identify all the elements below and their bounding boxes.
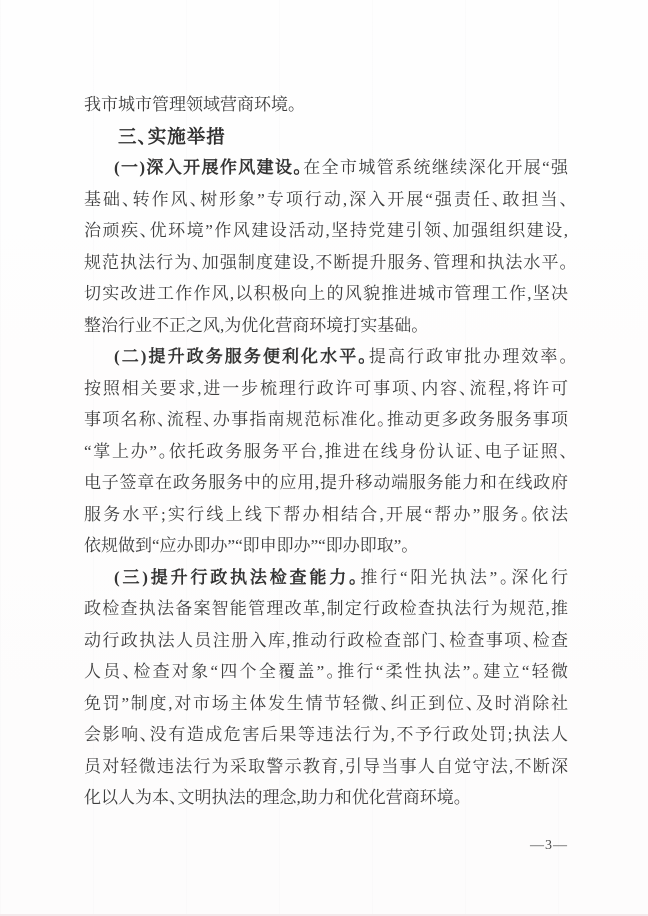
text-run: 切实改进工作作风,以积极向上的风貌推进城市管理工作,坚决 [84,284,568,303]
text-run: 依规做到“应办即办”“即申即办”“即办即取”。 [84,536,410,555]
paragraph-first-line [84,152,568,184]
text-line [84,278,568,310]
text-line [84,719,568,751]
text-line [84,782,568,814]
text-run: 规范执法行为、加强制度建设,不断提升服务、管理和执法水平。 [84,252,568,272]
text-run: 服务水平;实行线上线下帮办相结合,开展“帮办”服务。依法 [84,504,568,524]
bold-lead-run: (二)提升政务服务便利化水平。 [114,347,369,366]
text-line [84,688,568,720]
text-run: 员对轻微违法行为采取警示教育,引导当事人自觉守法,不断深 [84,756,568,776]
paragraph-first-line [84,341,568,373]
paragraph-first-line [84,562,568,594]
text-line [84,184,568,216]
text-line [84,373,568,405]
text-run: 在全市城管系统继续深化开展“强 [303,158,568,177]
text-run: “掌上办”。依托政务服务平台,推进在线身份认证、电子证照、 [84,441,568,461]
text-run: 整治行业不正之风,为优化营商环境打实基础。 [84,315,420,335]
text-run: 基础、转作风、树形象”专项行动,深入开展“强责任、敢担当、 [84,189,568,209]
text-line [84,404,568,436]
text-line [84,499,568,531]
page-number: —3— [530,838,568,853]
text-run: 化以人为本、文明执法的理念,助力和优化营商环境。 [84,788,463,807]
section-heading [84,121,568,153]
text-line [84,215,568,247]
text-line [84,467,568,499]
text-run: 政检查执法备案智能管理改革,制定行政检查执法行为规范,推 [84,599,568,618]
text-line [84,310,568,342]
text-line [84,593,568,625]
heading-text: 三、实施举措 [118,125,226,147]
text-run: 会影响、没有造成危害后果等违法行为,不予行政处罚;执法人 [84,725,568,744]
text-run: 事项名称、流程、办事指南规范标准化。推动更多政务服务事项 [84,410,568,429]
text-line [84,656,568,688]
text-line [84,625,568,657]
text-line [84,751,568,783]
text-run: 免罚”制度,对市场主体发生情节轻微、纠正到位、及时消除社 [84,693,568,713]
text-run: 人员、检查对象“四个全覆盖”。推行“柔性执法”。建立“轻微 [84,662,568,681]
text-run: 动行政执法人员注册入库,推动行政检查部门、检查事项、检查 [84,630,568,650]
text-run: 电子签章在政务服务中的应用,提升移动端服务能力和在线政府 [84,473,568,492]
text-line [84,436,568,468]
text-line [84,89,568,121]
text-line [84,530,568,562]
text-line [84,247,568,279]
text-run: 提高行政审批办理效率。 [368,347,568,366]
document-body [84,89,568,814]
text-run: 治顽疾、优环境”作风建设活动,坚持党建引领、加强组织建设, [84,221,568,240]
bold-lead-run: (三)提升行政执法检查能力。 [114,567,361,587]
text-run: 我市城市管理领域营商环境。 [84,95,297,114]
bold-lead-run: (一)深入开展作风建设。 [114,158,304,177]
text-run: 按照相关要求,进一步梳理行政许可事项、内容、流程,将许可 [84,378,568,398]
text-run: 推行“阳光执法”。深化行 [360,567,569,587]
